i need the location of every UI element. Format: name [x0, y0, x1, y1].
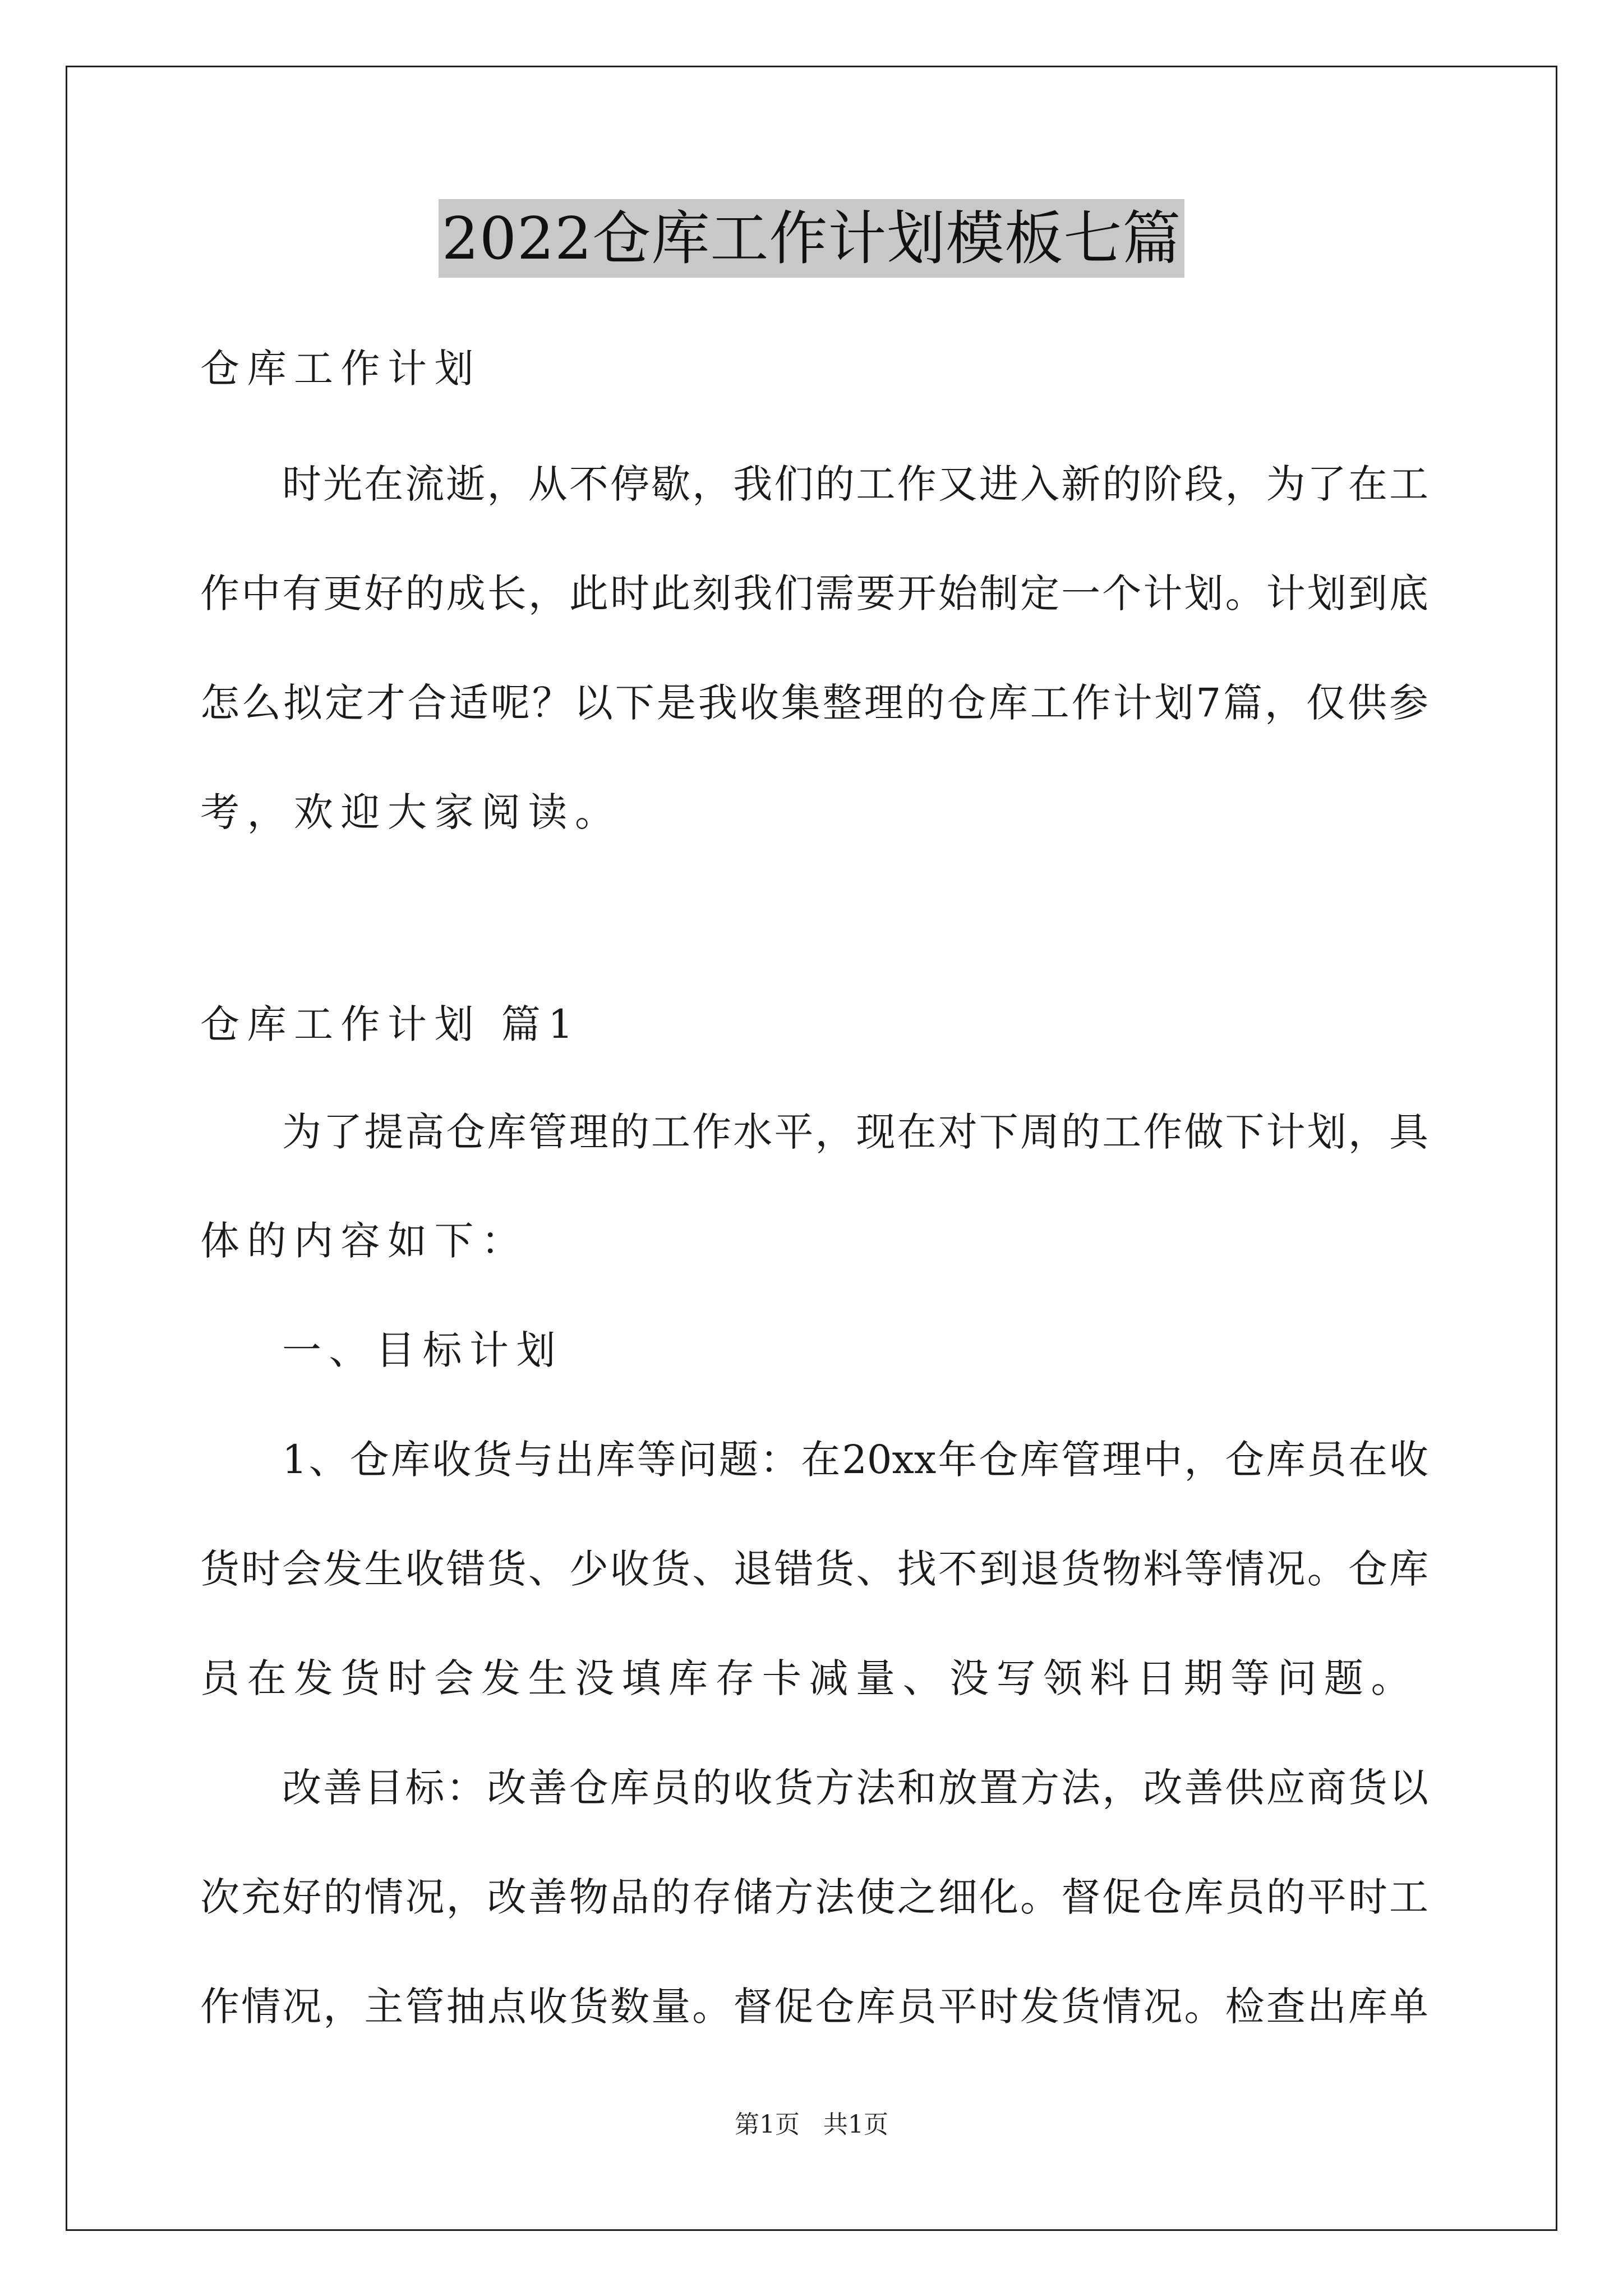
subheading: 一、目标计划 [282, 1327, 563, 1373]
document-title: 2022仓库工作计划模板七篇 [439, 199, 1185, 278]
paragraph-line: 次充好的情况，改善物品的存储方法使之细化。督促仓库员的平时工 [200, 1874, 1428, 1920]
paragraph-line: 怎么拟定才合适呢？以下是我收集整理的仓库工作计划7篇，仅供参 [200, 680, 1428, 726]
paragraph-line: 时光在流逝，从不停歇，我们的工作又进入新的阶段，为了在工 [282, 461, 1428, 507]
section-heading: 仓库工作计划 篇1 [200, 1001, 581, 1047]
paragraph-line: 货时会发生收错货、少收货、退错货、找不到退货物料等情况。仓库 [200, 1546, 1428, 1592]
page-footer [0, 2108, 1623, 2142]
paragraph-line: 考，欢迎大家阅读。 [200, 789, 622, 835]
page-number: 第1页 [735, 2110, 800, 2139]
paragraph-line: 1、仓库收货与出库等问题：在20xx年仓库管理中，仓库员在收 [282, 1437, 1428, 1483]
paragraph-line: 体的内容如下： [200, 1218, 528, 1264]
title-container [0, 199, 1623, 278]
paragraph-line: 作情况，主管抽点收货数量。督促仓库员平时发货情况。检查出库单 [200, 1984, 1428, 2030]
page-total: 共1页 [823, 2110, 888, 2139]
paragraph-line: 作中有更好的成长，此时此刻我们需要开始制定一个计划。计划到底 [200, 570, 1428, 616]
paragraph-line: 为了提高仓库管理的工作水平，现在对下周的工作做下计划，具 [282, 1109, 1428, 1155]
paragraph-line: 改善目标：改善仓库员的收货方法和放置方法，改善供应商货以 [282, 1765, 1428, 1811]
section-heading: 仓库工作计划 [200, 346, 481, 392]
paragraph-line: 员在发货时会发生没填库存卡减量、没写领料日期等问题。 [200, 1655, 1418, 1701]
